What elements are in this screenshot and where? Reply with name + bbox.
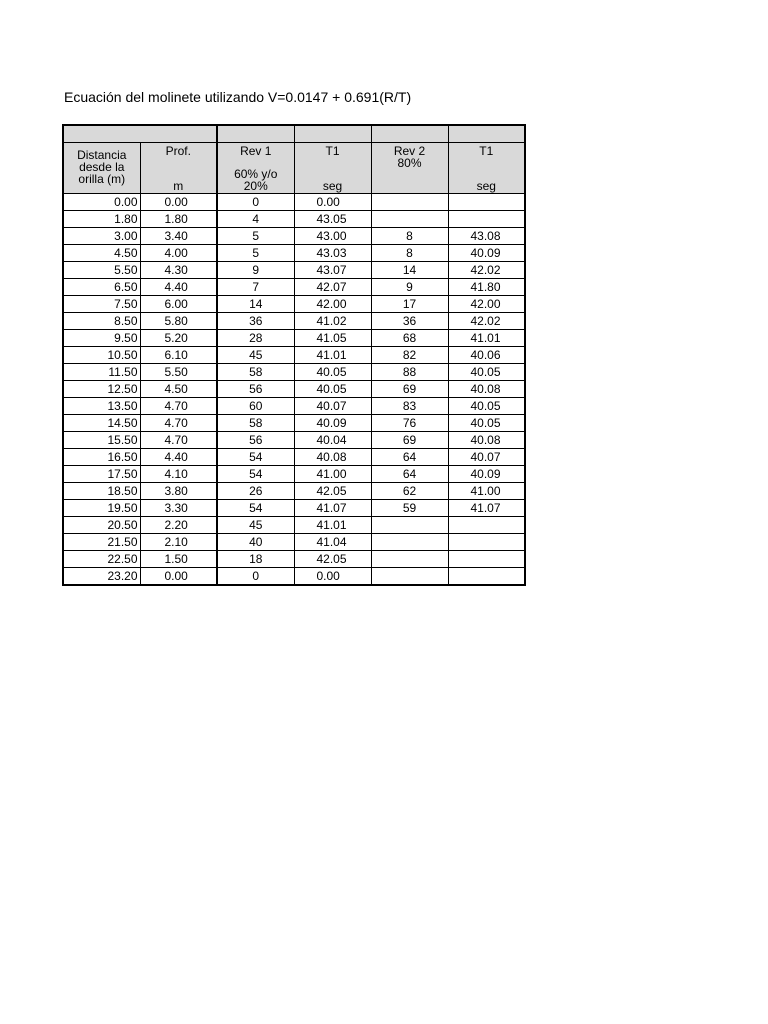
table-row	[63, 211, 525, 228]
table-row	[63, 432, 525, 449]
cell-t1b[interactable]: 40.08	[448, 432, 525, 449]
cell-prof[interactable]: 3.80	[140, 483, 217, 500]
cell-t1a[interactable]: 41.01	[294, 517, 371, 534]
cell-rev2[interactable]: 64	[371, 466, 448, 483]
header-t1a-label: T1	[325, 144, 340, 158]
cell-prof[interactable]: 0.00	[140, 568, 217, 586]
cell-distance[interactable]: 13.50	[63, 398, 140, 415]
cell-rev1[interactable]: 40	[217, 534, 294, 551]
cell-rev1[interactable]: 36	[217, 313, 294, 330]
cell-rev1[interactable]: 28	[217, 330, 294, 347]
cell-distance[interactable]: 4.50	[63, 245, 140, 262]
cell-rev1[interactable]: 7	[217, 279, 294, 296]
cell-prof[interactable]: 1.50	[140, 551, 217, 568]
cell-t1a[interactable]: 43.00	[294, 228, 371, 245]
cell-rev1[interactable]: 5	[217, 245, 294, 262]
cell-rev2[interactable]: 69	[371, 381, 448, 398]
cell-distance[interactable]: 12.50	[63, 381, 140, 398]
cell-rev1[interactable]: 0	[217, 568, 294, 586]
cell-t1b[interactable]: 41.01	[448, 330, 525, 347]
table-row	[63, 245, 525, 262]
table-row	[63, 194, 525, 211]
cell-prof[interactable]: 2.20	[140, 517, 217, 534]
blank-header-cell[interactable]	[217, 125, 294, 143]
cell-prof[interactable]: 3.30	[140, 500, 217, 517]
cell-prof[interactable]: 4.30	[140, 262, 217, 279]
table-row	[63, 398, 525, 415]
cell-t1a[interactable]: 41.07	[294, 500, 371, 517]
table-row	[63, 517, 525, 534]
table-row	[63, 228, 525, 245]
cell-distance[interactable]: 5.50	[63, 262, 140, 279]
cell-rev1[interactable]: 60	[217, 398, 294, 415]
cell-rev1[interactable]: 56	[217, 432, 294, 449]
cell-t1a[interactable]: 41.01	[294, 347, 371, 364]
cell-t1b[interactable]	[448, 517, 525, 534]
table-row	[63, 364, 525, 381]
cell-prof[interactable]: 4.50	[140, 381, 217, 398]
cell-distance[interactable]: 18.50	[63, 483, 140, 500]
cell-distance[interactable]: 23.20	[63, 568, 140, 586]
cell-rev1[interactable]: 45	[217, 347, 294, 364]
header-prof[interactable]	[140, 143, 217, 194]
table-row	[63, 500, 525, 517]
cell-distance[interactable]: 1.80	[63, 211, 140, 228]
cell-rev2[interactable]: 14	[371, 262, 448, 279]
cell-t1b[interactable]: 41.80	[448, 279, 525, 296]
cell-prof[interactable]: 5.20	[140, 330, 217, 347]
cell-t1a[interactable]: 40.05	[294, 364, 371, 381]
cell-rev1[interactable]: 45	[217, 517, 294, 534]
table-row	[63, 262, 525, 279]
cell-t1a[interactable]: 40.07	[294, 398, 371, 415]
header-rev2[interactable]	[371, 143, 448, 194]
cell-t1b[interactable]: 40.09	[448, 466, 525, 483]
cell-rev1[interactable]: 58	[217, 364, 294, 381]
cell-distance[interactable]: 14.50	[63, 415, 140, 432]
cell-distance[interactable]: 15.50	[63, 432, 140, 449]
header-distance-line3: orilla (m)	[78, 172, 126, 186]
cell-rev2[interactable]	[371, 194, 448, 211]
cell-t1b[interactable]: 40.08	[448, 381, 525, 398]
cell-t1a[interactable]: 42.05	[294, 483, 371, 500]
table-row	[63, 449, 525, 466]
cell-t1a[interactable]: 43.03	[294, 245, 371, 262]
cell-distance[interactable]: 11.50	[63, 364, 140, 381]
cell-prof[interactable]: 4.40	[140, 279, 217, 296]
table-row	[63, 483, 525, 500]
cell-rev2[interactable]	[371, 568, 448, 586]
header-rev1-mid: 60% y/o	[234, 167, 278, 181]
cell-t1b[interactable]	[448, 551, 525, 568]
header-prof-label: Prof.	[165, 144, 191, 158]
cell-prof[interactable]: 2.10	[140, 534, 217, 551]
cell-rev2[interactable]: 9	[371, 279, 448, 296]
header-rev1-bot: 20%	[243, 179, 268, 193]
cell-rev1[interactable]: 54	[217, 500, 294, 517]
cell-t1a[interactable]: 42.00	[294, 296, 371, 313]
cell-t1a[interactable]: 41.00	[294, 466, 371, 483]
cell-rev2[interactable]: 8	[371, 228, 448, 245]
cell-prof[interactable]: 6.00	[140, 296, 217, 313]
cell-distance[interactable]: 19.50	[63, 500, 140, 517]
cell-rev2[interactable]	[371, 551, 448, 568]
cell-t1b[interactable]: 40.05	[448, 415, 525, 432]
cell-rev2[interactable]	[371, 534, 448, 551]
cell-t1b[interactable]: 40.06	[448, 347, 525, 364]
cell-t1a[interactable]: 43.05	[294, 211, 371, 228]
blank-header-cell[interactable]	[63, 125, 217, 143]
cell-rev2[interactable]: 88	[371, 364, 448, 381]
cell-distance[interactable]: 3.00	[63, 228, 140, 245]
blank-header-cell[interactable]	[371, 125, 448, 143]
cell-rev2[interactable]	[371, 517, 448, 534]
cell-t1a[interactable]: 40.08	[294, 449, 371, 466]
cell-t1b[interactable]: 40.05	[448, 398, 525, 415]
cell-t1b[interactable]: 41.07	[448, 500, 525, 517]
cell-rev1[interactable]: 54	[217, 466, 294, 483]
header-t1a-unit: seg	[322, 179, 343, 193]
blank-header-cell[interactable]	[294, 125, 371, 143]
cell-distance[interactable]: 21.50	[63, 534, 140, 551]
table-row	[63, 381, 525, 398]
cell-t1b[interactable]	[448, 534, 525, 551]
cell-t1b[interactable]: 42.00	[448, 296, 525, 313]
cell-t1a[interactable]: 40.04	[294, 432, 371, 449]
header-t1b-unit: seg	[476, 179, 496, 193]
cell-t1a[interactable]: 43.07	[294, 262, 371, 279]
cell-t1b[interactable]	[448, 568, 525, 586]
header-t1a[interactable]	[294, 143, 371, 194]
cell-distance[interactable]: 20.50	[63, 517, 140, 534]
cell-prof[interactable]: 5.80	[140, 313, 217, 330]
cell-rev1[interactable]: 54	[217, 449, 294, 466]
table-row	[63, 466, 525, 483]
cell-prof[interactable]: 6.10	[140, 347, 217, 364]
table-row	[63, 534, 525, 551]
cell-rev1[interactable]: 58	[217, 415, 294, 432]
cell-t1b[interactable]	[448, 211, 525, 228]
table-row	[63, 415, 525, 432]
column-header-row	[63, 143, 525, 194]
cell-distance[interactable]: 16.50	[63, 449, 140, 466]
cell-prof[interactable]: 4.70	[140, 432, 217, 449]
cell-t1a[interactable]: 40.05	[294, 381, 371, 398]
header-t1b[interactable]	[448, 143, 525, 194]
cell-rev2[interactable]: 59	[371, 500, 448, 517]
cell-rev2[interactable]: 8	[371, 245, 448, 262]
cell-rev2[interactable]: 17	[371, 296, 448, 313]
header-rev1[interactable]	[217, 143, 294, 194]
cell-rev2[interactable]: 69	[371, 432, 448, 449]
cell-rev1[interactable]: 18	[217, 551, 294, 568]
cell-rev2[interactable]	[371, 211, 448, 228]
cell-t1a[interactable]: 40.09	[294, 415, 371, 432]
cell-t1b[interactable]: 40.09	[448, 245, 525, 262]
cell-t1b[interactable]: 40.05	[448, 364, 525, 381]
cell-rev1[interactable]: 4	[217, 211, 294, 228]
cell-distance[interactable]: 9.50	[63, 330, 140, 347]
cell-t1b[interactable]: 42.02	[448, 313, 525, 330]
cell-t1b[interactable]: 40.07	[448, 449, 525, 466]
table-row	[63, 296, 525, 313]
page-title: Ecuación del molinete utilizando V=0.0147 + 0.691(R/T)	[64, 89, 412, 105]
cell-rev2[interactable]: 82	[371, 347, 448, 364]
header-distance-line2: desde la	[79, 160, 125, 174]
header-distance[interactable]	[63, 143, 140, 194]
cell-t1a[interactable]: 42.05	[294, 551, 371, 568]
cell-rev2[interactable]: 83	[371, 398, 448, 415]
table-row	[63, 313, 525, 330]
measurement-table	[62, 124, 526, 586]
cell-t1b[interactable]	[448, 194, 525, 211]
cell-rev2[interactable]: 64	[371, 449, 448, 466]
header-rev2-label: Rev 2	[393, 144, 426, 158]
cell-rev1[interactable]: 26	[217, 483, 294, 500]
header-rev1-label: Rev 1	[240, 144, 272, 158]
header-rev2-mid: 80%	[397, 156, 422, 170]
cell-distance[interactable]: 17.50	[63, 466, 140, 483]
cell-distance[interactable]: 8.50	[63, 313, 140, 330]
table-row	[63, 279, 525, 296]
cell-t1a[interactable]: 41.04	[294, 534, 371, 551]
blank-header-cell[interactable]	[448, 125, 525, 143]
cell-t1a[interactable]: 0.00	[294, 194, 371, 211]
cell-rev1[interactable]: 0	[217, 194, 294, 211]
cell-t1b[interactable]: 43.08	[448, 228, 525, 245]
header-prof-unit: m	[173, 179, 184, 193]
header-distance-line1: Distancia	[77, 148, 127, 162]
cell-t1b[interactable]: 41.00	[448, 483, 525, 500]
cell-prof[interactable]: 4.70	[140, 398, 217, 415]
cell-rev2[interactable]: 62	[371, 483, 448, 500]
cell-rev1[interactable]: 14	[217, 296, 294, 313]
cell-prof[interactable]: 4.10	[140, 466, 217, 483]
cell-distance[interactable]: 0.00	[63, 194, 140, 211]
cell-t1a[interactable]: 0.00	[294, 568, 371, 586]
cell-rev2[interactable]: 68	[371, 330, 448, 347]
cell-rev1[interactable]: 5	[217, 228, 294, 245]
cell-prof[interactable]: 4.40	[140, 449, 217, 466]
cell-t1a[interactable]: 42.07	[294, 279, 371, 296]
cell-t1a[interactable]: 41.02	[294, 313, 371, 330]
cell-prof[interactable]: 3.40	[140, 228, 217, 245]
table-row	[63, 551, 525, 568]
cell-rev1[interactable]: 9	[217, 262, 294, 279]
cell-rev1[interactable]: 56	[217, 381, 294, 398]
cell-distance[interactable]: 6.50	[63, 279, 140, 296]
cell-distance[interactable]: 7.50	[63, 296, 140, 313]
cell-prof[interactable]: 1.80	[140, 211, 217, 228]
table-row	[63, 330, 525, 347]
cell-t1a[interactable]: 41.05	[294, 330, 371, 347]
cell-prof[interactable]: 5.50	[140, 364, 217, 381]
cell-prof[interactable]: 0.00	[140, 194, 217, 211]
cell-rev2[interactable]: 76	[371, 415, 448, 432]
table-row	[63, 347, 525, 364]
cell-prof[interactable]: 4.00	[140, 245, 217, 262]
cell-distance[interactable]: 10.50	[63, 347, 140, 364]
blank-header-row	[63, 125, 525, 143]
cell-rev2[interactable]: 36	[371, 313, 448, 330]
cell-t1b[interactable]: 42.02	[448, 262, 525, 279]
cell-prof[interactable]: 4.70	[140, 415, 217, 432]
cell-distance[interactable]: 22.50	[63, 551, 140, 568]
header-t1b-label: T1	[479, 144, 494, 158]
table-row	[63, 568, 525, 586]
